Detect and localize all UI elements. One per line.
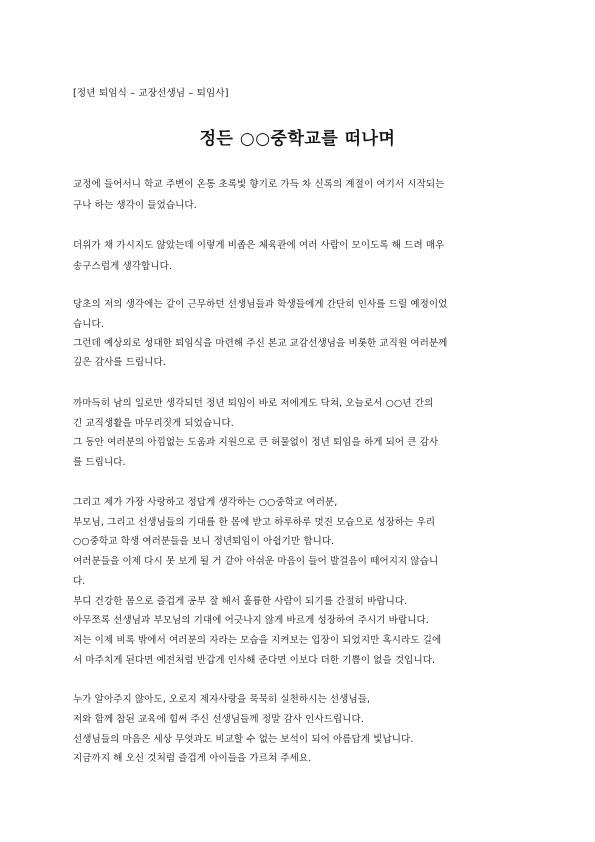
- body-line: 까마득히 남의 일로만 생각되던 정년 퇴임이 바로 저에게도 닥쳐, 오늘로서 ○○년 간의: [73, 398, 434, 409]
- body-line: 아무쪼록 선생님과 부모님의 기대에 어긋나지 않게 바르게 성장하여 주시기 바랍니다.: [73, 615, 429, 626]
- body-line: 지금까지 해 오신 것처럼 즐겁게 아이들을 가르쳐 주세요.: [73, 753, 312, 764]
- body-line: 저는 이제 비록 밖에서 여러분의 자라는 모습을 지켜보는 입장이 되었지만 혹시라도 길에: [73, 635, 442, 646]
- document-subtitle: [정년 퇴임식 – 교장선생님 – 퇴임사]: [73, 88, 229, 99]
- body-line: 그 동안 여러분의 아낌없는 도움과 지원으로 큰 허물없이 정년 퇴임을 하게 되어 큰 감사: [73, 437, 439, 448]
- body-line: 더위가 채 가시지도 않았는데 이렇게 비좁은 체육관에 여러 사람이 모이도록 해 드려 매우: [73, 240, 445, 251]
- body-line: 구나 하는 생각이 들었습니다.: [73, 200, 197, 211]
- body-line: 부디 건강한 몸으로 즐겁게 공부 잘 해서 훌륭한 사람이 되기를 간절히 바랍니다.: [73, 596, 408, 607]
- body-line: ○○중학교 학생 여러분들을 보니 정년퇴임이 아쉽기만 합니다.: [73, 536, 335, 547]
- body-line: 서 마주치게 된다면 예전처럼 반갑게 인사해 준다면 이보다 더한 기쁨이 없을 것입니다.: [73, 655, 436, 666]
- body-line: 다.: [73, 576, 86, 587]
- body-line: 저와 함께 참된 교육에 힘써 주신 선생님들께 정말 감사 인사드립니다.: [73, 714, 364, 725]
- body-line: 여러분들을 이제 다시 못 보게 될 거 같아 아쉬운 마음이 들어 발걸음이 떼어지지 않습니: [73, 556, 439, 567]
- body-line: 그리고 제가 가장 사랑하고 정답게 생각하는 ○○중학교 여러분,: [73, 497, 338, 508]
- body-line: 습니다.: [73, 319, 104, 330]
- body-line: 송구스럽게 생각합니다.: [73, 261, 173, 272]
- body-line: 당초의 저의 생각에는 같이 근무하던 선생님들과 학생들에게 간단히 인사를 드릴 예정이었: [73, 299, 448, 310]
- body-line: 를 드립니다.: [73, 457, 126, 468]
- body-line: 교정에 들어서니 학교 주변이 온통 초록빛 향기로 가득 차 신록의 계절이 여기서 시작되는: [73, 179, 445, 190]
- body-line: 긴 교직생활을 마무리짓게 되었습니다.: [73, 418, 234, 429]
- body-line: 깊은 감사를 드립니다.: [73, 357, 166, 368]
- document-title: 정든 ○○중학교를 떠나며: [199, 129, 396, 149]
- body-line: 부모님, 그리고 선생님들의 기대를 한 몸에 받고 하루하루 멋진 모습으로 성장하는 우리: [73, 517, 436, 528]
- body-line: 누가 알아주지 않아도, 오로지 제자사랑을 묵묵히 실천하시는 선생님들,: [73, 694, 371, 705]
- body-line: 그런데 예상외로 성대한 퇴임식을 마련해 주신 본교 교감선생님을 비롯한 교직원 여러분께: [73, 338, 448, 349]
- body-line: 선생님들의 마음은 세상 무엇과도 비교할 수 없는 보석이 되어 아름답게 빛납니다.: [73, 734, 414, 745]
